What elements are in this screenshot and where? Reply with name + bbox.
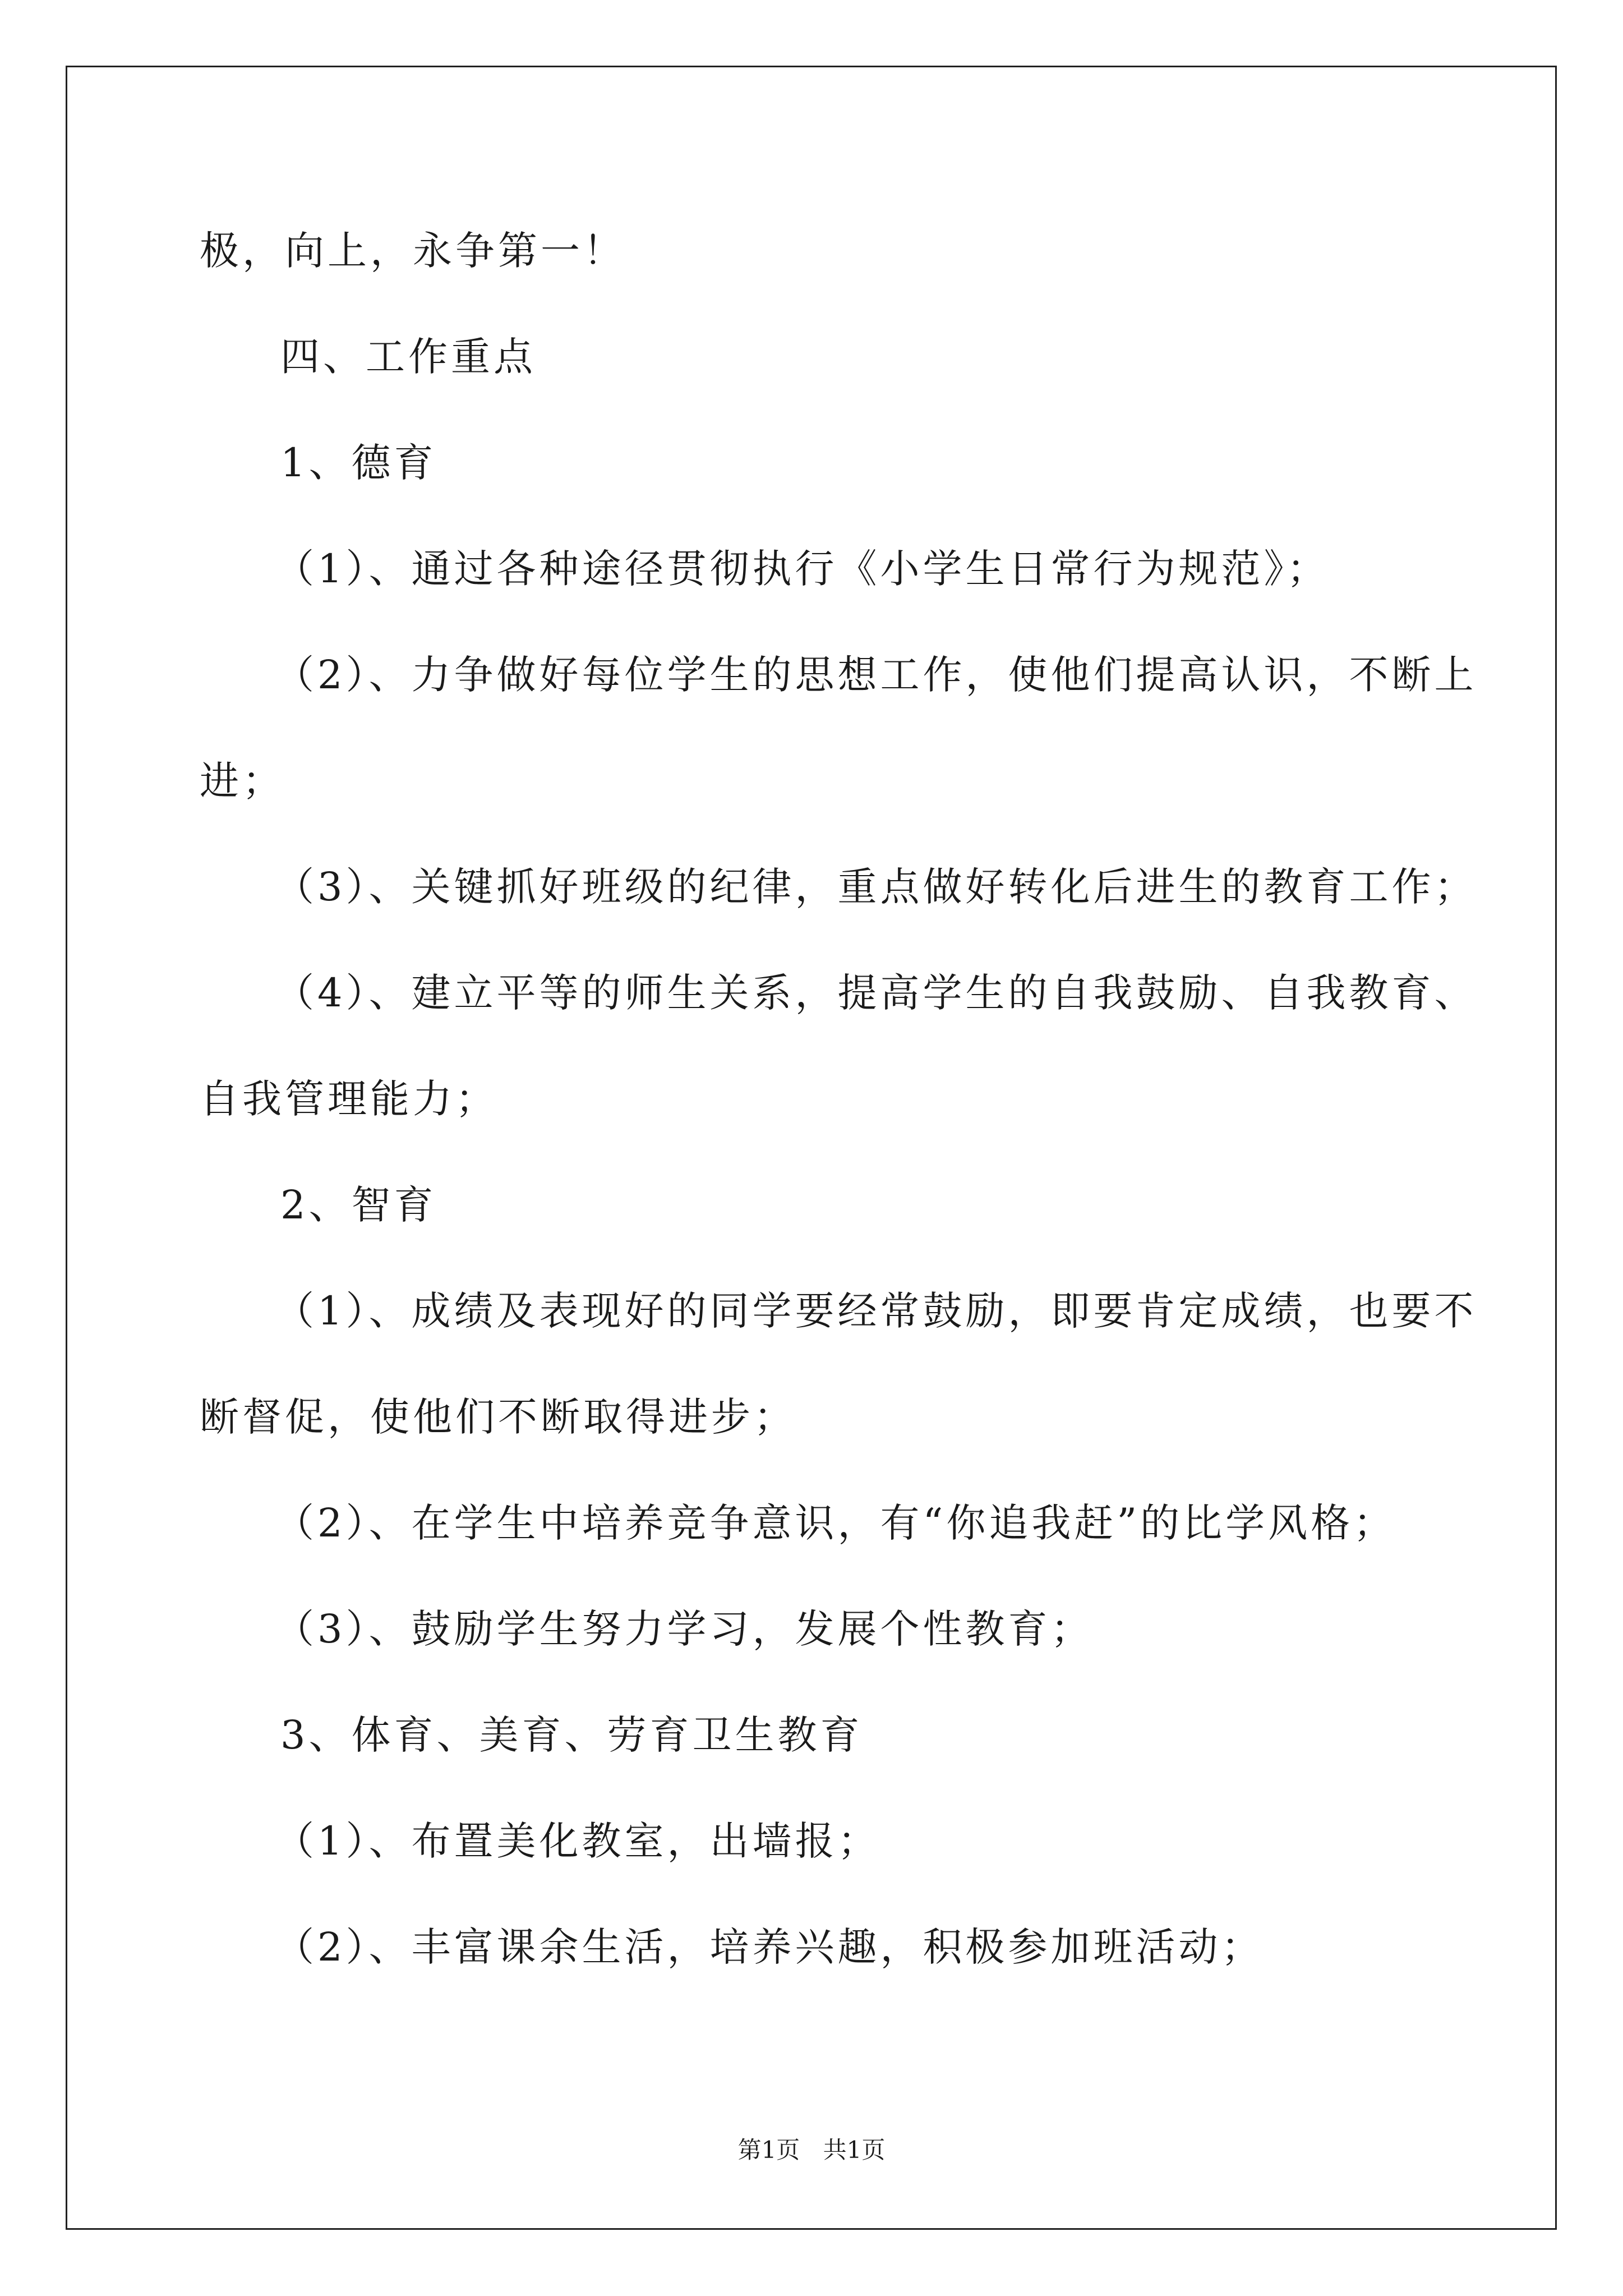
- page-border: [66, 66, 1557, 2230]
- paragraph-line: 自我管理能力；: [200, 1076, 498, 1122]
- paragraph-line: 极，向上，永争第一！: [200, 228, 626, 274]
- subsection-heading: 2、智育: [280, 1182, 437, 1228]
- list-item: （2）、在学生中培养竞争意识，有“你追我赶”的比学风格；: [275, 1500, 1396, 1546]
- list-item: （4）、建立平等的师生关系，提高学生的自我鼓励、自我教育、: [275, 970, 1477, 1016]
- paragraph-line: 断督促，使他们不断取得进步；: [200, 1394, 796, 1440]
- list-item: （1）、通过各种途径贯彻执行《小学生日常行为规范》；: [275, 546, 1330, 592]
- paragraph-line: 进；: [200, 758, 285, 804]
- page-total: 共1页: [823, 2136, 886, 2164]
- subsection-heading: 3、体育、美育、劳育卫生教育: [280, 1712, 863, 1758]
- section-heading: 四、工作重点: [280, 334, 536, 380]
- list-item: （1）、布置美化教室，出墙报；: [275, 1818, 880, 1864]
- page-footer: [0, 2132, 1623, 2165]
- subsection-heading: 1、德育: [280, 440, 437, 486]
- list-item: （2）、丰富课余生活，培养兴趣，积极参加班活动；: [275, 1924, 1264, 1970]
- list-item: （2）、力争做好每位学生的思想工作，使他们提高认识，不断上: [275, 652, 1477, 698]
- list-item: （3）、关键抓好班级的纪律，重点做好转化后进生的教育工作；: [275, 864, 1477, 910]
- list-item: （1）、成绩及表现好的同学要经常鼓励，即要肯定成绩，也要不: [275, 1288, 1477, 1334]
- page-number: 第1页: [737, 2136, 800, 2164]
- list-item: （3）、鼓励学生努力学习，发展个性教育；: [275, 1606, 1094, 1652]
